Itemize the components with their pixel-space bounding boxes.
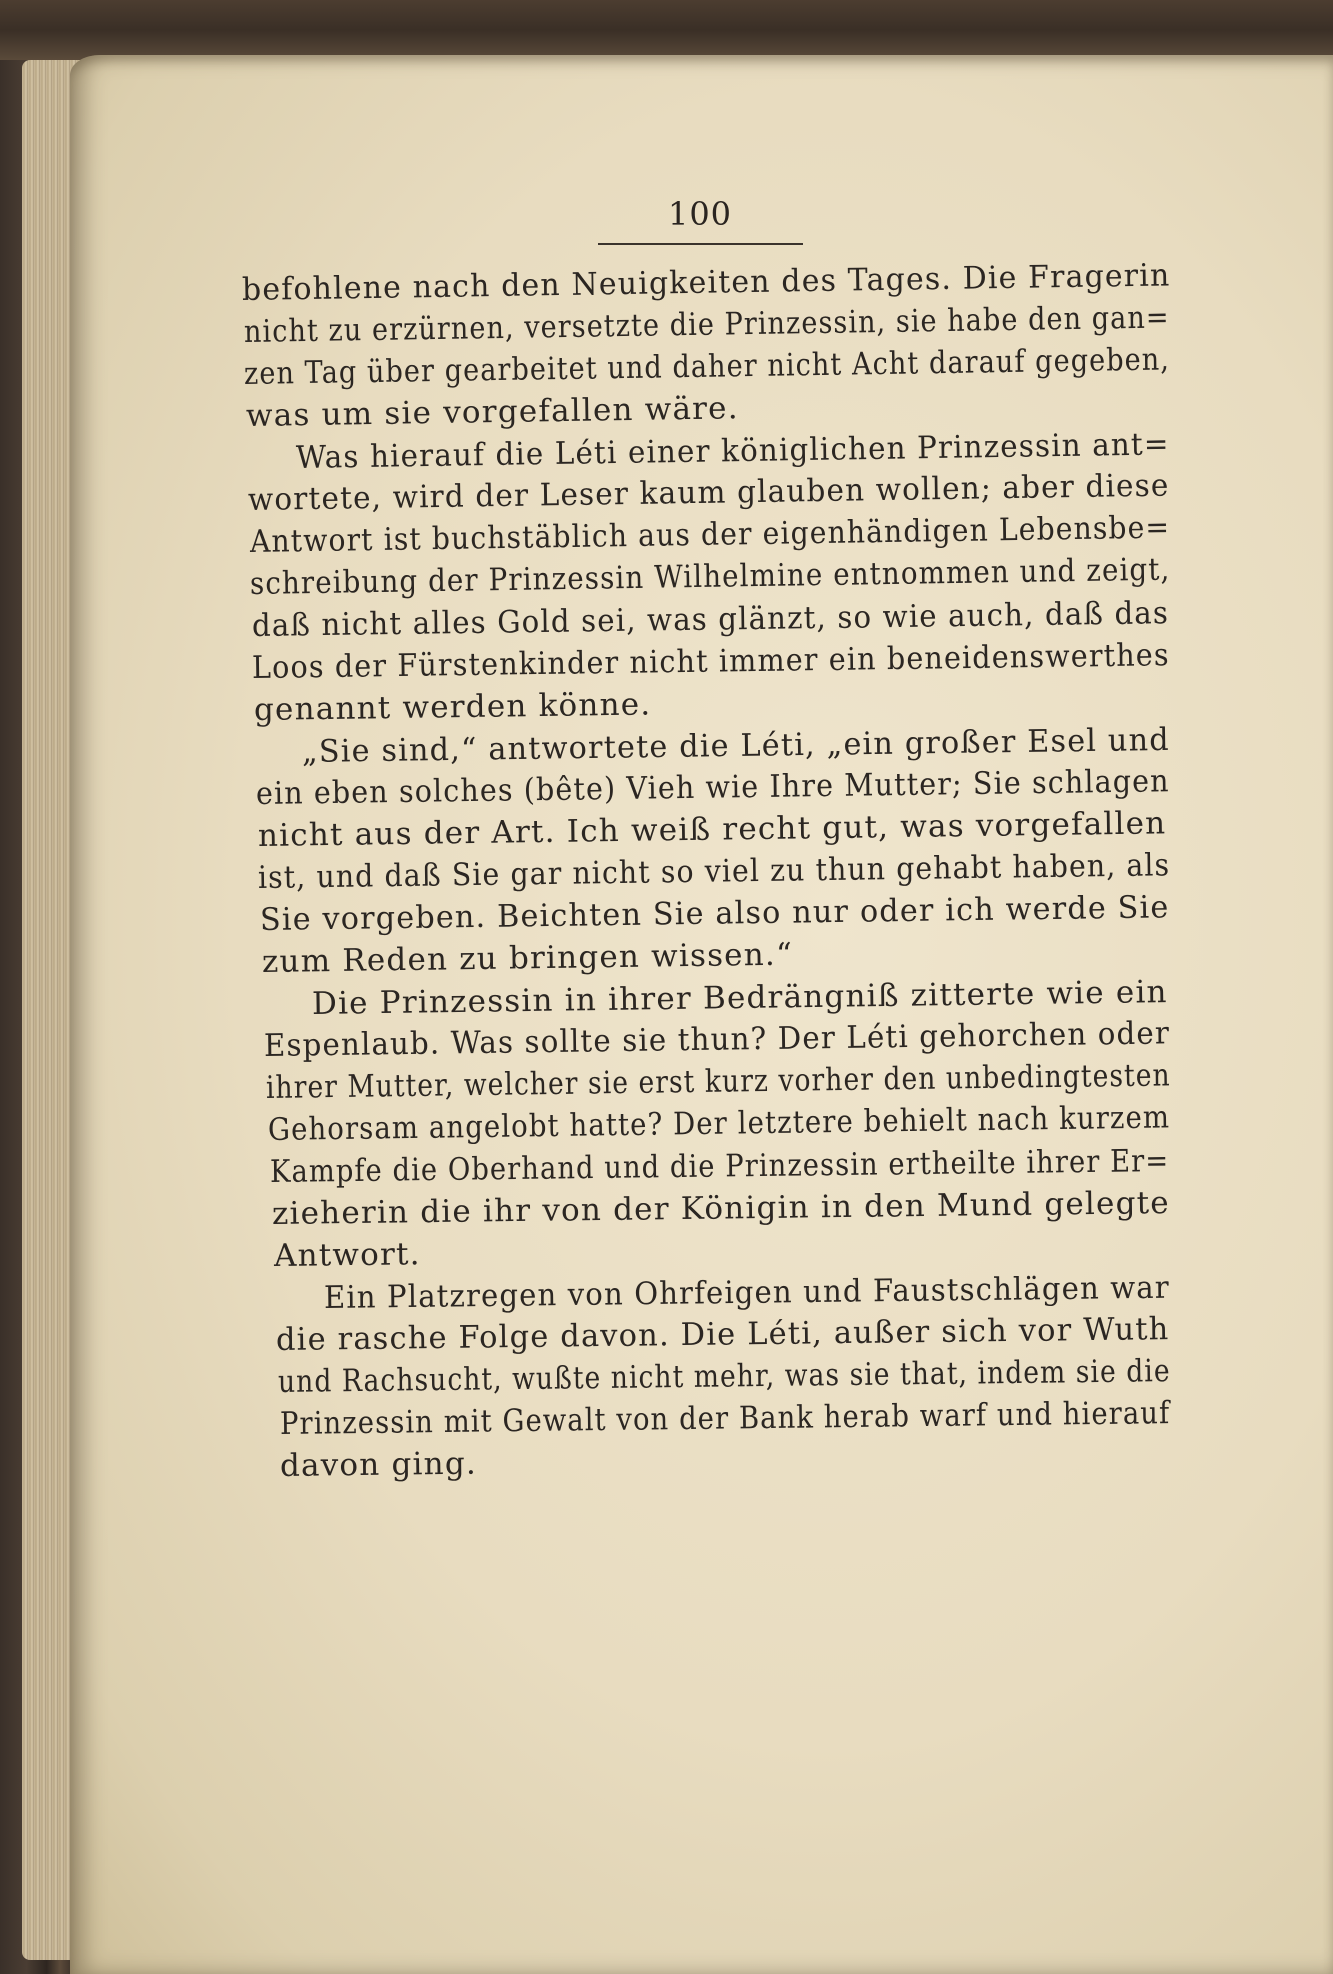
text-line: Gehorsam angelobt hatte? Der letztere behielt nach kurzem bbox=[267, 1099, 1171, 1148]
page-number: 100 bbox=[667, 195, 733, 233]
text-line: zum Reden zu bringen wissen.“ bbox=[261, 936, 794, 980]
text-line: „Sie sind,“ antwortete die Léti, „ein großer Esel und bbox=[301, 721, 1170, 770]
text-line: schreibung der Prinzessin Wilhelmine entnommen und zeigt, bbox=[249, 551, 1171, 602]
text-line: Ein Platzregen von Ohrfeigen und Faustschlägen war bbox=[323, 1269, 1171, 1316]
text-line: zieherin die ihr von der Königin in den Mund gelegte bbox=[271, 1185, 1171, 1232]
text-line: die rasche Folge davon. Die Léti, außer sich vor Wuth bbox=[275, 1311, 1170, 1358]
text-line: genannt werden könne. bbox=[253, 686, 652, 728]
text-line: Antwort. bbox=[273, 1236, 421, 1274]
text-line: nicht zu erzürnen, versetzte die Prinzessin, sie habe den gan= bbox=[243, 299, 1170, 350]
text-line: wortete, wird der Leser kaum glauben wollen; aber diese bbox=[247, 467, 1170, 518]
text-line: Antwort ist buchstäblich aus der eigenhändigen Lebensbe= bbox=[249, 509, 1171, 560]
text-line: Die Prinzessin in ihrer Bedrängniß zitterte wie ein bbox=[311, 974, 1168, 1022]
header-rule bbox=[598, 243, 803, 245]
text-line: davon ging. bbox=[279, 1445, 478, 1484]
book-cover-top bbox=[0, 0, 1333, 60]
text-line: befohlene nach den Neuigkeiten des Tages. Die Fragerin bbox=[241, 257, 1171, 308]
text-line: Prinzessin mit Gewalt von der Bank herab warf und hierauf bbox=[279, 1395, 1171, 1442]
text-line: ein eben solches (bête) Vieh wie Ihre Mutter; Sie schlagen bbox=[255, 763, 1170, 812]
text-line: was um sie vorgefallen wäre. bbox=[245, 390, 740, 434]
text-line: zen Tag über gearbeitet und daher nicht Acht darauf gegeben, bbox=[243, 341, 1171, 392]
text-line: Kampfe die Oberhand und die Prinzessin ertheilte ihrer Er= bbox=[269, 1143, 1170, 1190]
text-line: Espenlaub. Was sollte sie thun? Der Léti gehorchen oder bbox=[263, 1015, 1171, 1064]
text-line: Was hierauf die Léti einer königlichen Prinzessin ant= bbox=[295, 426, 1170, 476]
text-line: nicht aus der Art. Ich weiß recht gut, was vorgefallen bbox=[257, 805, 1167, 854]
text-line: Sie vorgeben. Beichten Sie also nur oder ich werde Sie bbox=[259, 889, 1170, 938]
text-line: ist, und daß Sie gar nicht so viel zu thun gehabt haben, als bbox=[257, 847, 1171, 896]
text-line: ihrer Mutter, welcher sie erst kurz vorher den unbedingtesten bbox=[265, 1057, 1171, 1106]
text-line: Loos der Fürstenkinder nicht immer ein beneidenswerthes bbox=[251, 637, 1170, 686]
text-line: und Rachsucht, wußte nicht mehr, was sie that, indem sie die bbox=[277, 1353, 1171, 1400]
text-line: daß nicht alles Gold sei, was glänzt, so wie auch, daß das bbox=[251, 595, 1170, 644]
